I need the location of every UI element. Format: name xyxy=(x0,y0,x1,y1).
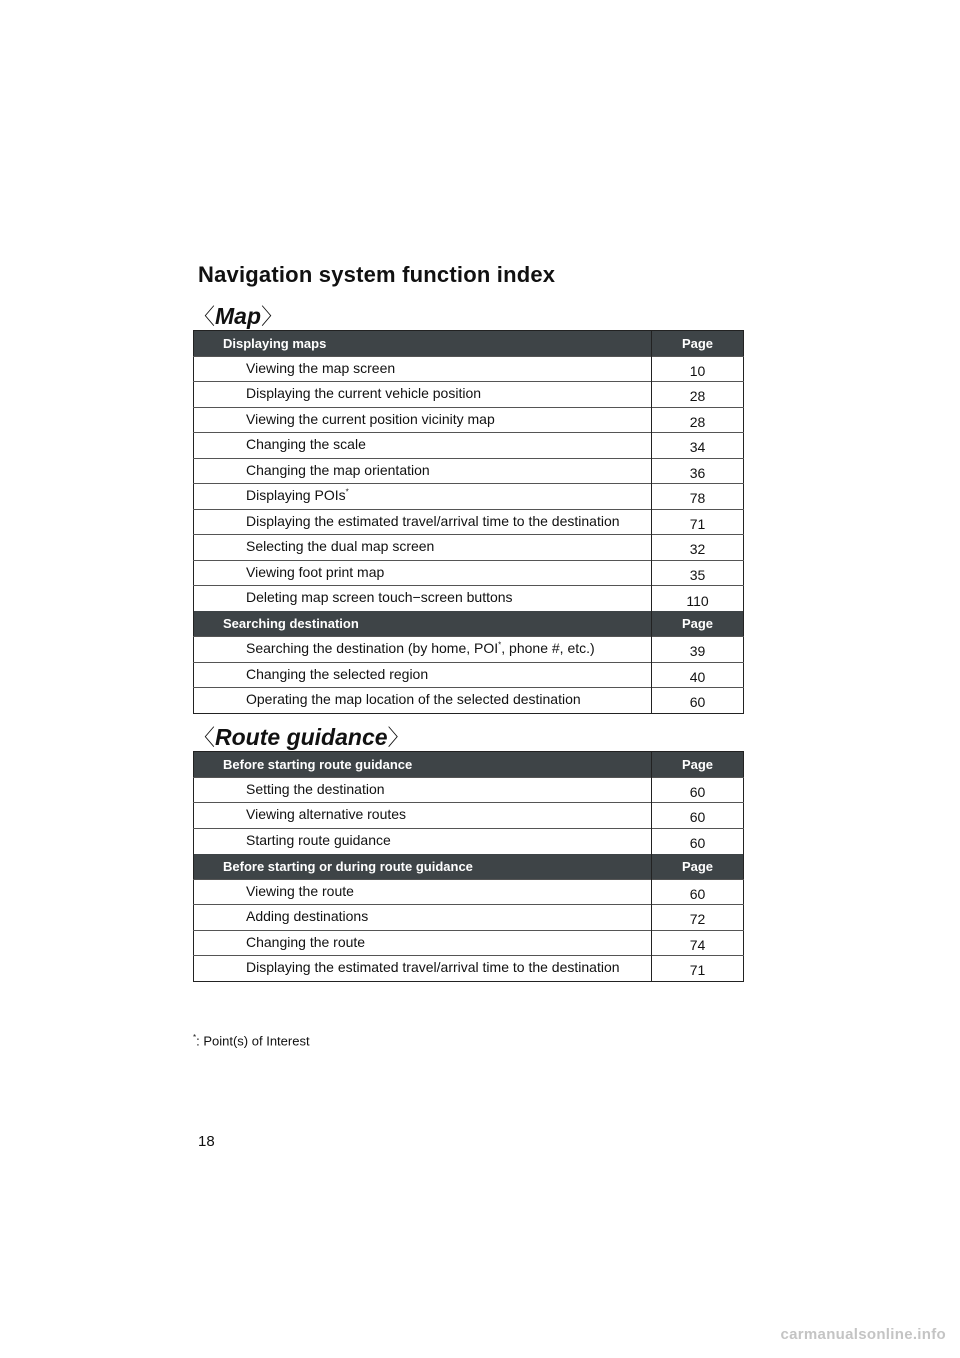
section-heading-map: 〈Map〉 xyxy=(193,303,284,329)
index-row xyxy=(194,828,744,854)
route-guidance-index-table xyxy=(193,751,744,982)
group-header-before-or-during-route-guidance xyxy=(194,854,744,880)
section-heading-route-guidance: 〈Route guidance〉 xyxy=(193,724,410,750)
page-column-header: Page xyxy=(652,611,744,637)
index-row-label: Viewing alternative routes xyxy=(194,803,652,829)
index-row-page: 35 xyxy=(652,560,744,586)
index-row xyxy=(194,956,744,982)
group-header-label: Searching destination xyxy=(194,611,652,637)
index-row-label: Adding destinations xyxy=(194,905,652,931)
footnote-mark: * xyxy=(345,487,349,497)
index-row-label: Changing the scale xyxy=(194,433,652,459)
footnote-mark: * xyxy=(193,1033,197,1042)
index-row xyxy=(194,586,744,612)
index-row xyxy=(194,777,744,803)
index-row-label: Selecting the dual map screen xyxy=(194,535,652,561)
index-row-page: 78 xyxy=(652,484,744,510)
page-column-header: Page xyxy=(652,854,744,880)
section-heading-label: Map xyxy=(215,303,262,329)
index-row-label-tail: , phone #, etc.) xyxy=(501,640,595,656)
index-row-label: Viewing the map screen xyxy=(194,356,652,382)
index-row xyxy=(194,879,744,905)
index-row-page: 72 xyxy=(652,905,744,931)
watermark: carmanualsonline.info xyxy=(780,1326,946,1343)
index-row-page: 60 xyxy=(652,828,744,854)
index-row xyxy=(194,688,744,714)
index-row-label: Operating the map location of the selected destination xyxy=(194,688,652,714)
index-row-page: 28 xyxy=(652,382,744,408)
index-row xyxy=(194,662,744,688)
index-row xyxy=(194,382,744,408)
index-row-label: Displaying POIs xyxy=(246,487,346,503)
index-row-page: 60 xyxy=(652,879,744,905)
group-header-label: Before starting or during route guidance xyxy=(194,854,652,880)
index-row-label: Displaying the current vehicle position xyxy=(194,382,652,408)
index-row xyxy=(194,356,744,382)
index-row-label: Displaying the estimated travel/arrival time to the destination xyxy=(194,956,652,982)
index-row xyxy=(194,637,744,663)
index-row-page: 39 xyxy=(652,637,744,663)
index-row-label: Viewing the current position vicinity map xyxy=(194,407,652,433)
index-row-label: Changing the route xyxy=(194,930,652,956)
index-row xyxy=(194,905,744,931)
page-column-header: Page xyxy=(652,331,744,357)
index-row-page: 60 xyxy=(652,777,744,803)
group-header-displaying-maps xyxy=(194,331,744,357)
index-row-label: Setting the destination xyxy=(194,777,652,803)
index-row-label-cell xyxy=(194,484,652,510)
index-row xyxy=(194,433,744,459)
page-number: 18 xyxy=(198,1133,215,1150)
index-row-page: 60 xyxy=(652,688,744,714)
index-row xyxy=(194,930,744,956)
section-heading-label: Route guidance xyxy=(215,724,388,750)
footnote-text: : Point(s) of Interest xyxy=(196,1033,310,1049)
index-row-page: 71 xyxy=(652,509,744,535)
index-row-label: Starting route guidance xyxy=(194,828,652,854)
index-row xyxy=(194,484,744,510)
index-row xyxy=(194,458,744,484)
index-row-label-cell xyxy=(194,637,652,663)
index-row-page: 110 xyxy=(652,586,744,612)
page-title: Navigation system function index xyxy=(198,262,556,287)
group-header-searching-destination xyxy=(194,611,744,637)
page-column-header: Page xyxy=(652,752,744,778)
index-row xyxy=(194,509,744,535)
index-row-page: 60 xyxy=(652,803,744,829)
index-row-page: 74 xyxy=(652,930,744,956)
index-row-label: Changing the selected region xyxy=(194,662,652,688)
index-row-label: Searching the destination (by home, POI xyxy=(246,640,499,656)
index-row-page: 32 xyxy=(652,535,744,561)
group-header-before-route-guidance xyxy=(194,752,744,778)
index-row-page: 40 xyxy=(652,662,744,688)
index-row-label: Viewing foot print map xyxy=(194,560,652,586)
index-row-page: 34 xyxy=(652,433,744,459)
map-index-table xyxy=(193,330,744,714)
group-header-label: Displaying maps xyxy=(194,331,652,357)
index-row-label: Deleting map screen touch−screen buttons xyxy=(194,586,652,612)
index-row-page: 10 xyxy=(652,356,744,382)
group-header-label: Before starting route guidance xyxy=(194,752,652,778)
index-row-label: Displaying the estimated travel/arrival time to the destination xyxy=(194,509,652,535)
footnote xyxy=(193,1033,310,1048)
index-row-page: 71 xyxy=(652,956,744,982)
index-row xyxy=(194,407,744,433)
index-row-label: Changing the map orientation xyxy=(194,458,652,484)
index-row-page: 36 xyxy=(652,458,744,484)
footnote-mark: * xyxy=(498,640,502,650)
index-row xyxy=(194,803,744,829)
index-row xyxy=(194,535,744,561)
index-row-label: Viewing the route xyxy=(194,879,652,905)
index-row-page: 28 xyxy=(652,407,744,433)
index-row xyxy=(194,560,744,586)
